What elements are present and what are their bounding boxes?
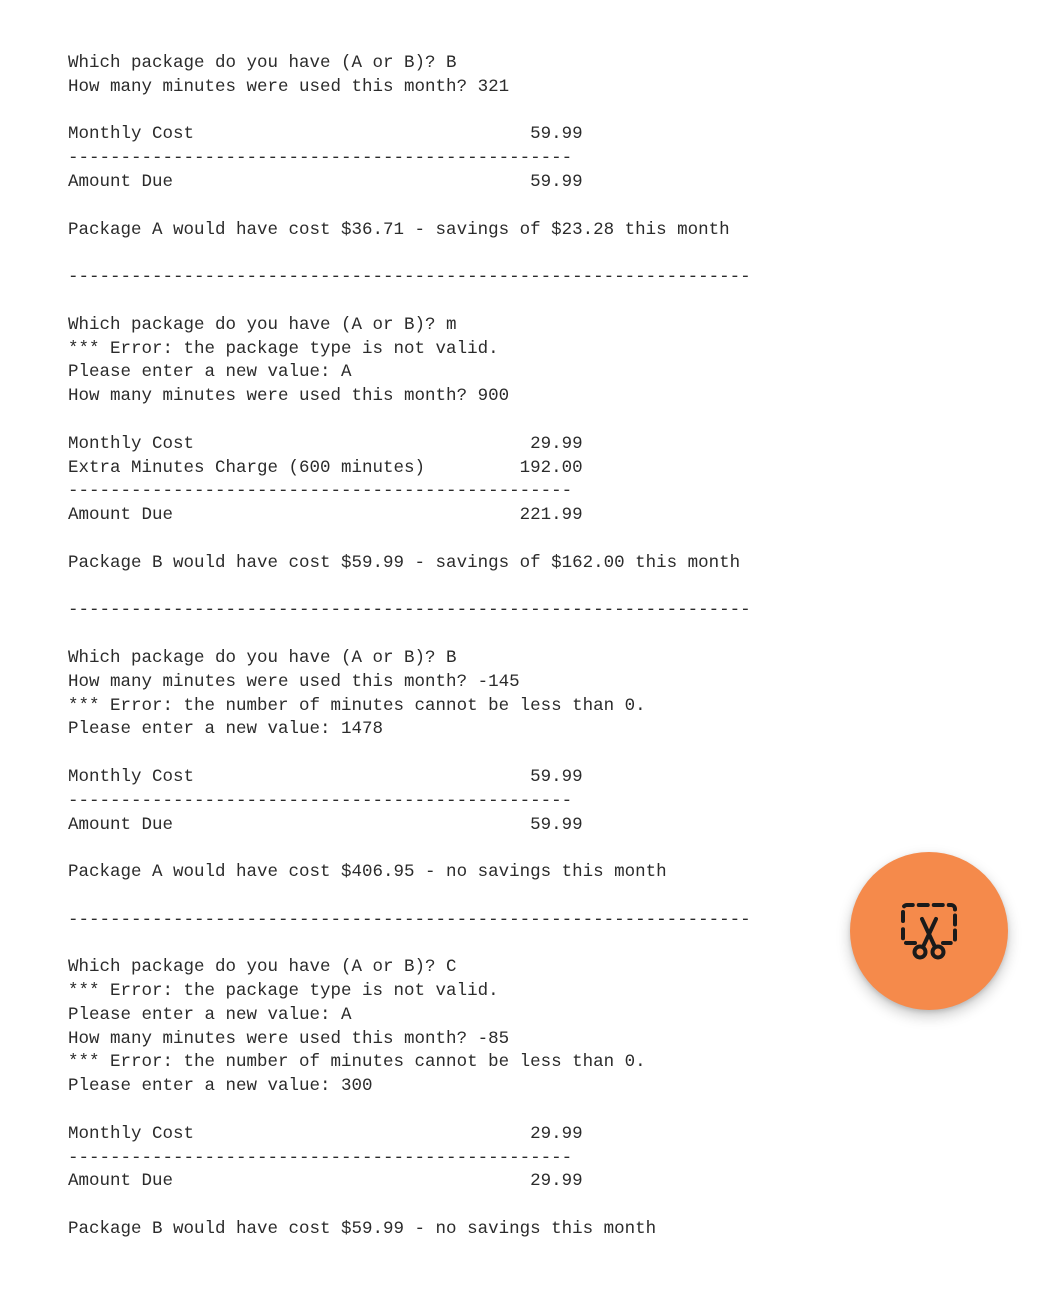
blank-line bbox=[68, 837, 751, 861]
snip-button[interactable] bbox=[850, 852, 1008, 1010]
console-line: Package B would have cost $59.99 - savings of $162.00 this month bbox=[68, 552, 741, 573]
console-line: *** Error: the number of minutes cannot be less than 0. bbox=[68, 1052, 646, 1073]
console-line: How many minutes were used this month? -145 bbox=[68, 671, 520, 692]
console-line: Monthly Cost 59.99 bbox=[68, 124, 583, 145]
blank-line bbox=[68, 623, 751, 647]
console-line: Please enter a new value: A bbox=[68, 362, 352, 383]
console-line: Monthly Cost 29.99 bbox=[68, 1123, 583, 1144]
console-line: *** Error: the number of minutes cannot be less than 0. bbox=[68, 695, 646, 716]
blank-line bbox=[68, 885, 751, 909]
console-line: Which package do you have (A or B)? m bbox=[68, 314, 457, 335]
console-line: Package B would have cost $59.99 - no savings this month bbox=[68, 1219, 657, 1240]
console-line: Monthly Cost 29.99 bbox=[68, 433, 583, 454]
console-line: Please enter a new value: 300 bbox=[68, 1076, 373, 1097]
blank-line bbox=[68, 1099, 751, 1123]
blank-line bbox=[68, 1194, 751, 1218]
console-line: How many minutes were used this month? 321 bbox=[68, 76, 510, 97]
console-line: ----------------------------------------------------------------- bbox=[68, 267, 751, 288]
console-line: Please enter a new value: A bbox=[68, 1004, 352, 1025]
console-output bbox=[68, 52, 751, 1242]
console-line: ------------------------------------------------ bbox=[68, 148, 573, 169]
console-line: Amount Due 59.99 bbox=[68, 814, 583, 835]
console-line: How many minutes were used this month? -85 bbox=[68, 1028, 510, 1049]
console-line: Extra Minutes Charge (600 minutes) 192.00 bbox=[68, 457, 583, 478]
blank-line bbox=[68, 290, 751, 314]
console-line: Monthly Cost 59.99 bbox=[68, 766, 583, 787]
blank-line bbox=[68, 242, 751, 266]
blank-line bbox=[68, 576, 751, 600]
console-line: Amount Due 221.99 bbox=[68, 505, 583, 526]
console-line: Which package do you have (A or B)? B bbox=[68, 647, 457, 668]
console-line: ----------------------------------------------------------------- bbox=[68, 909, 751, 930]
blank-line bbox=[68, 409, 751, 433]
console-line: Amount Due 29.99 bbox=[68, 1171, 583, 1192]
console-line: Package A would have cost $36.71 - savings of $23.28 this month bbox=[68, 219, 730, 240]
console-line: Please enter a new value: 1478 bbox=[68, 719, 384, 740]
blank-line bbox=[68, 195, 751, 219]
console-line: ----------------------------------------------------------------- bbox=[68, 600, 751, 621]
console-line: *** Error: the package type is not valid. bbox=[68, 981, 499, 1002]
console-line: Which package do you have (A or B)? B bbox=[68, 53, 457, 73]
console-line: ------------------------------------------------ bbox=[68, 790, 573, 811]
blank-line bbox=[68, 528, 751, 552]
console-line: Which package do you have (A or B)? C bbox=[68, 957, 457, 978]
console-line: Amount Due 59.99 bbox=[68, 171, 583, 192]
blank-line bbox=[68, 742, 751, 766]
blank-line bbox=[68, 100, 751, 124]
console-line: How many minutes were used this month? 900 bbox=[68, 386, 510, 407]
blank-line bbox=[68, 932, 751, 956]
console-line: Package A would have cost $406.95 - no savings this month bbox=[68, 862, 667, 883]
console-line: ------------------------------------------------ bbox=[68, 1147, 573, 1168]
console-line: ------------------------------------------------ bbox=[68, 481, 573, 502]
scissors-snip-icon bbox=[893, 895, 965, 967]
console-line: *** Error: the package type is not valid. bbox=[68, 338, 499, 359]
